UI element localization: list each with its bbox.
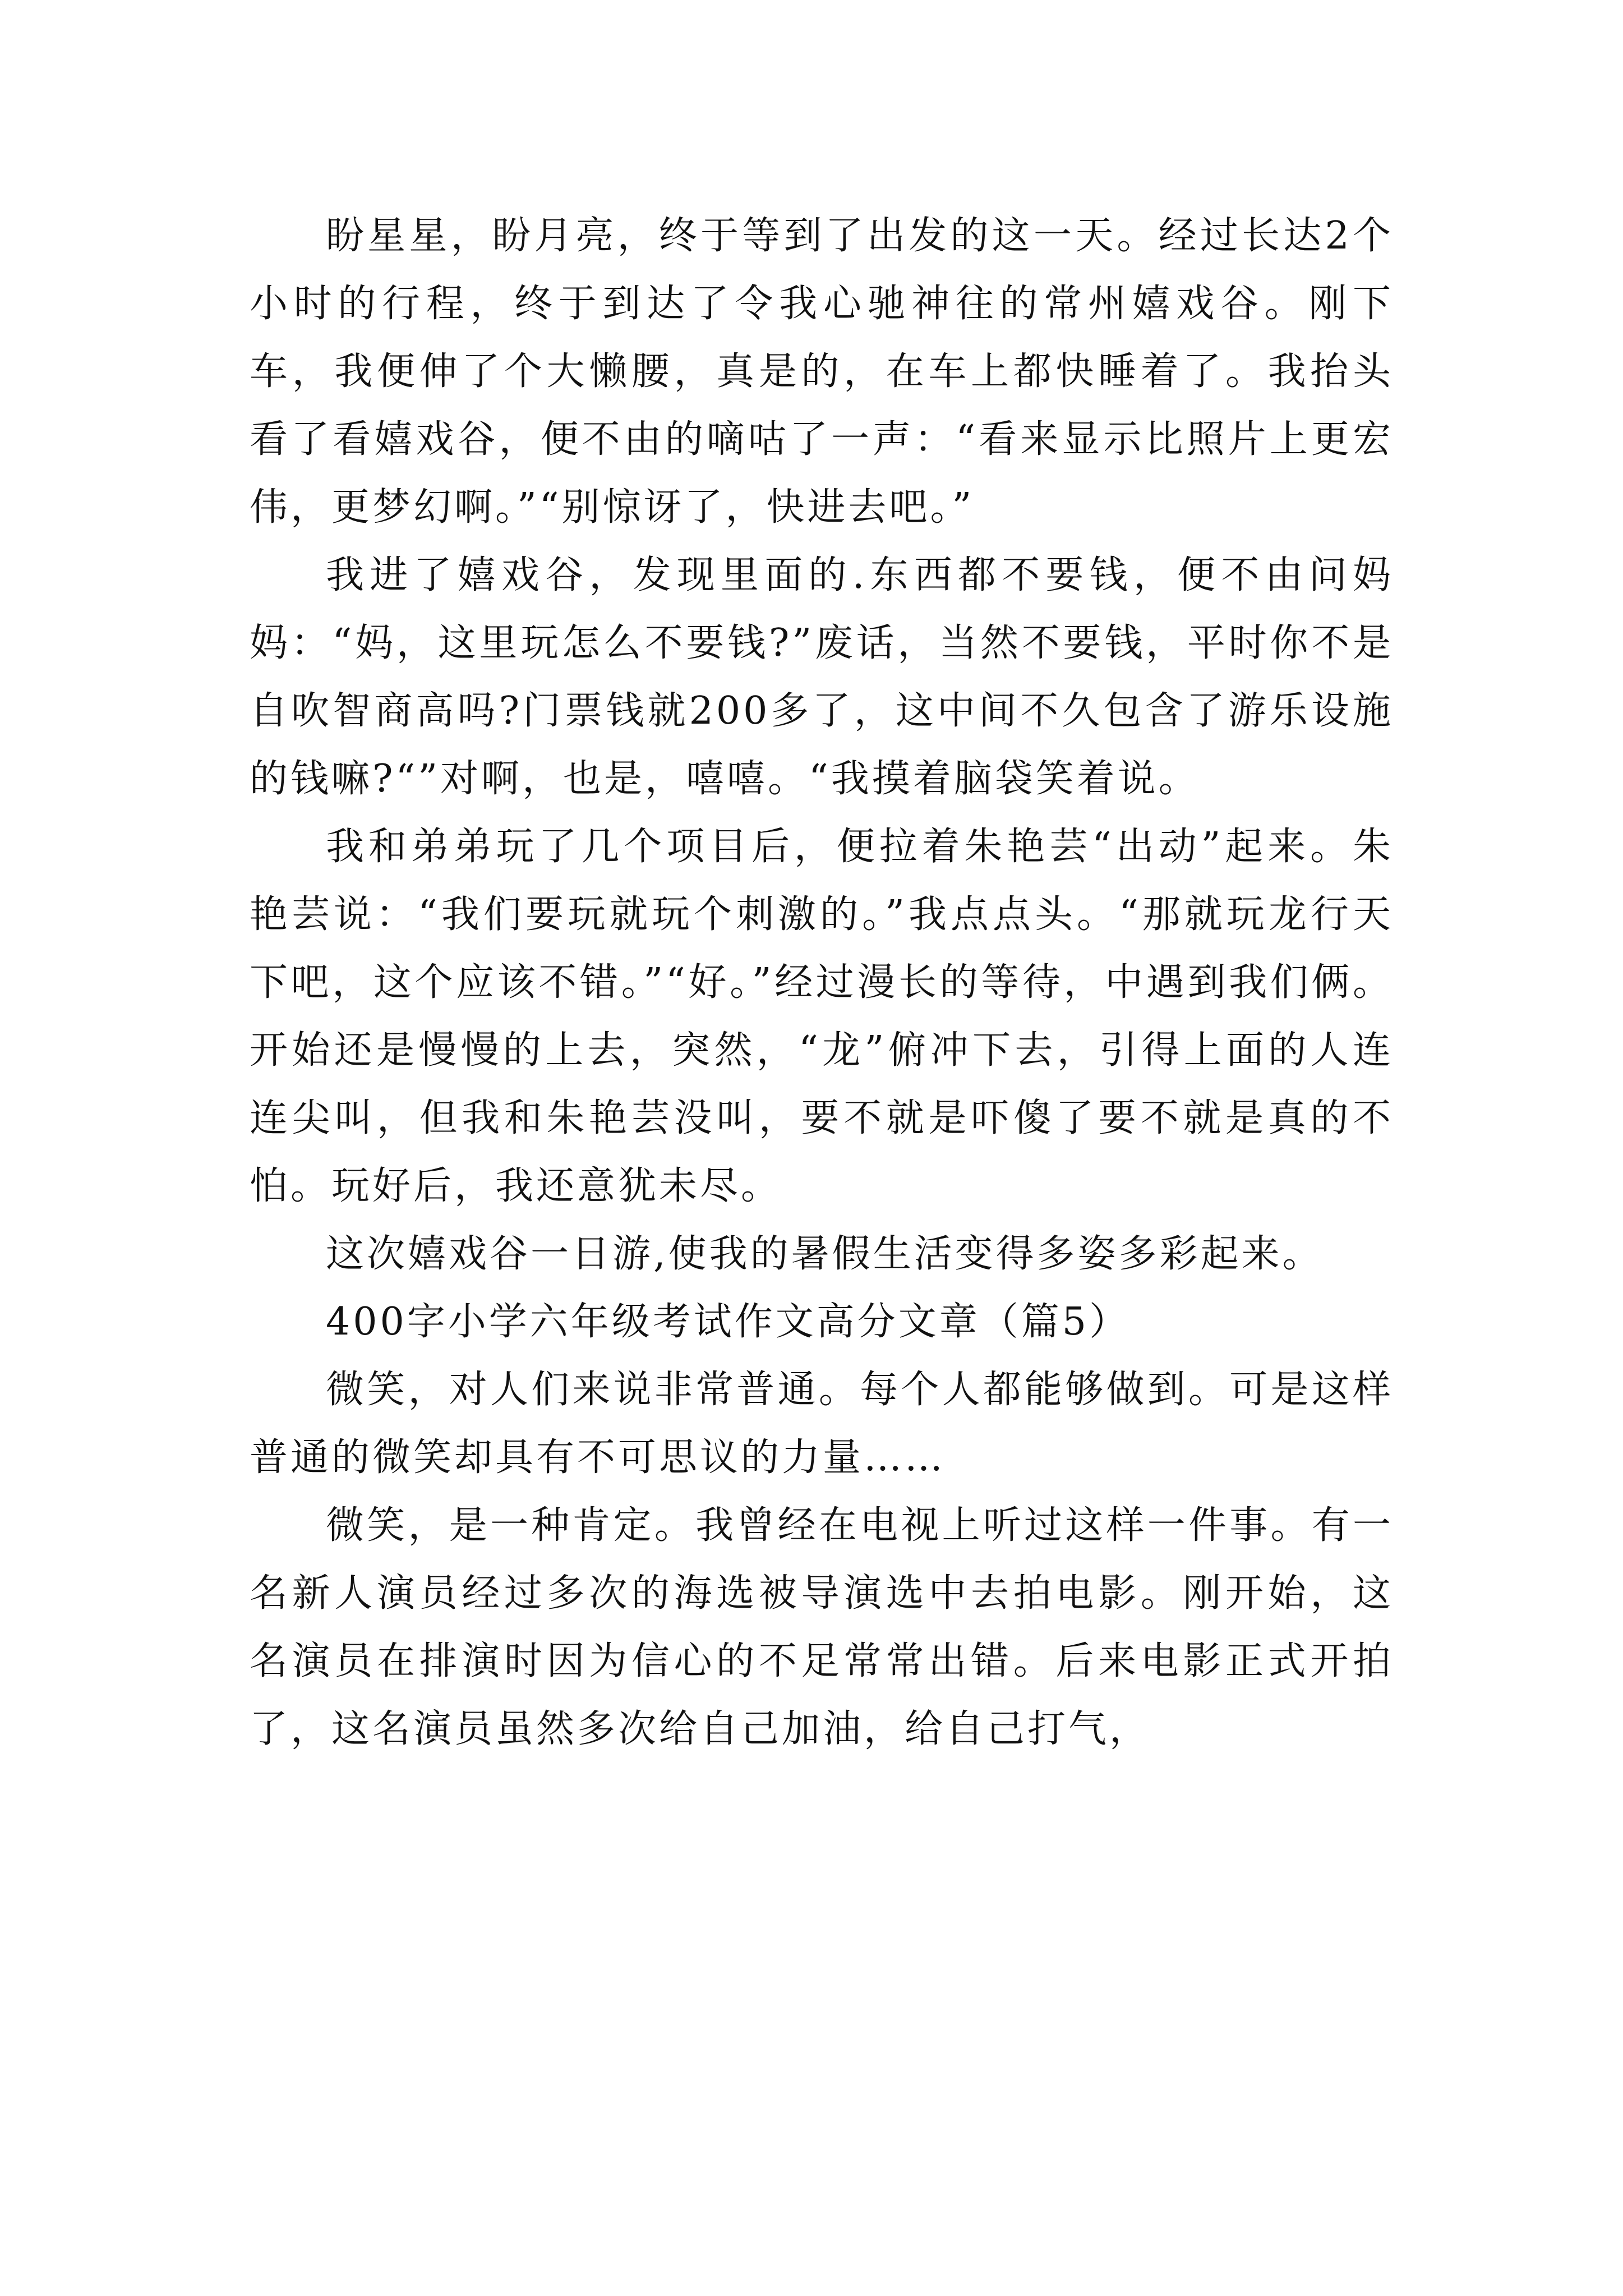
paragraph-smile-story: 微笑，是一种肯定。我曾经在电视上听过这样一件事。有一名新人演员经过多次的海选被导演选中去拍电影。刚开始，这名演员在排演时因为信心的不足常常出错。后来电影正式开拍了，这名演员虽然多次给自己加油，给自己打气， (250, 1503, 1394, 1751)
document-body (250, 202, 1394, 1763)
paragraph-smile-intro: 微笑，对人们来说非常普通。每个人都能够做到。可是这样普通的微笑却具有不可思议的力量…… (250, 1368, 1394, 1480)
paragraph-arrival: 盼星星，盼月亮，终于等到了出发的这一天。经过长达2个小时的行程，终于到达了令我心驰神往的常州嬉戏谷。刚下车，我便伸了个大懒腰，真是的，在车上都快睡着了。我抬头看了看嬉戏谷，便不由的嘀咕了一声：“看来显示比照片上更宏伟，更梦幻啊。”“别惊讶了，快进去吧。” (250, 214, 1394, 530)
paragraph-conclusion: 这次嬉戏谷一日游,使我的暑假生活变得多姿多彩起来。 (326, 1232, 1324, 1276)
paragraph-ride: 我和弟弟玩了几个项目后，便拉着朱艳芸“出动”起来。朱艳芸说：“我们要玩就玩个刺激的。”我点点头。“那就玩龙行天下吧，这个应该不错。”“好。”经过漫长的等待，中遇到我们俩。开始还是慢慢的上去，突然，“龙”俯冲下去，引得上面的人连连尖叫，但我和朱艳芸没叫，要不就是吓傻了要不就是真的不怕。玩好后，我还意犹未尽。 (250, 825, 1394, 1208)
section-heading: 400字小学六年级考试作文高分文章（篇5） (326, 1300, 1131, 1344)
paragraph-entering: 我进了嬉戏谷，发现里面的.东西都不要钱，便不由问妈妈：“妈，这里玩怎么不要钱?”废话，当然不要钱，平时你不是自吹智商高吗?门票钱就200多了，这中间不久包含了游乐设施的钱嘛?“”对啊，也是，嘻嘻。“我摸着脑袋笑着说。 (250, 553, 1394, 801)
